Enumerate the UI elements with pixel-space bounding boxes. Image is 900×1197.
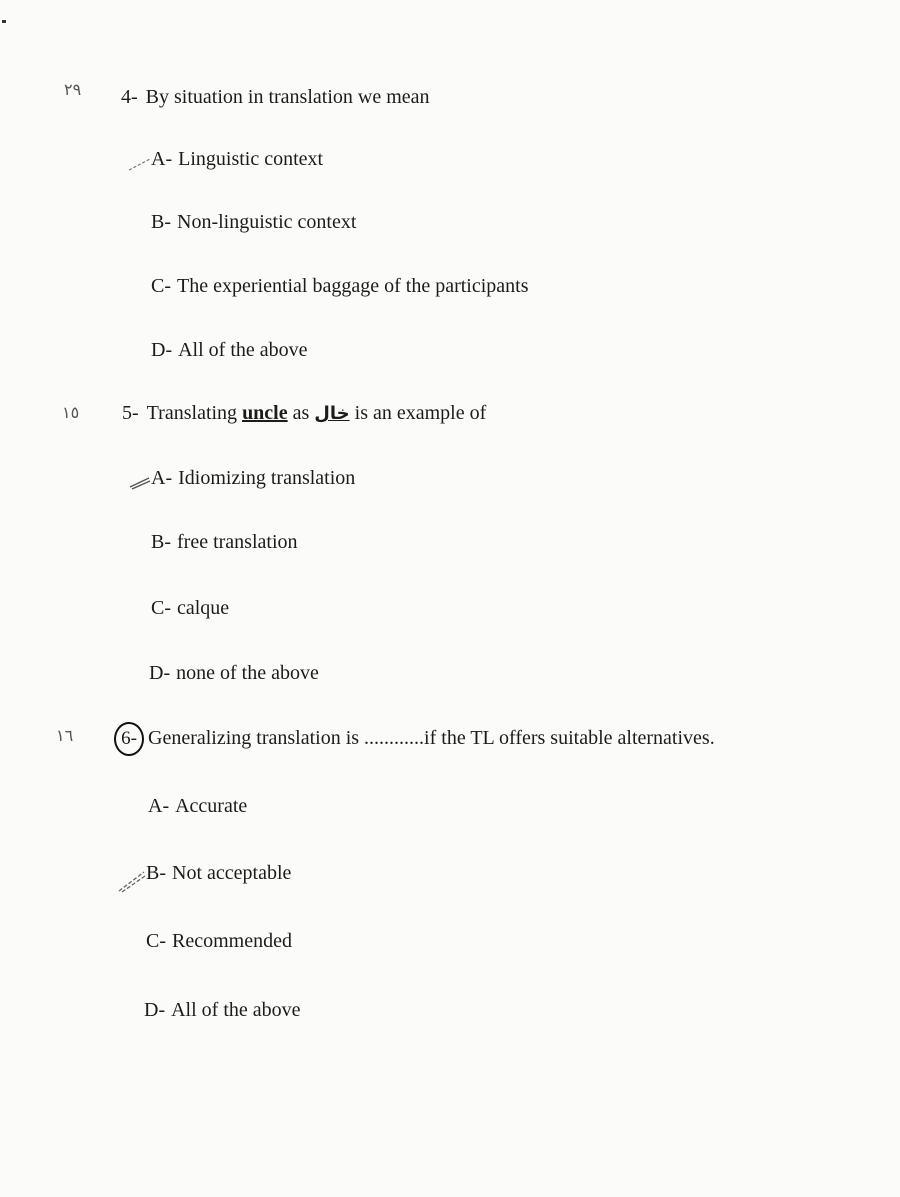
option-5a[interactable]: [151, 466, 355, 490]
option-letter: A-: [151, 148, 173, 170]
pencil-mark-icon: [128, 474, 152, 490]
option-text: Linguistic context: [178, 148, 324, 170]
pencil-mark-icon: [117, 868, 147, 894]
option-6b[interactable]: [146, 861, 291, 885]
option-letter: A-: [148, 795, 170, 817]
option-text: Idiomizing translation: [178, 467, 356, 489]
option-letter: C-: [151, 597, 171, 619]
emphasized-term: uncle: [242, 402, 288, 424]
option-5b[interactable]: [151, 530, 298, 554]
option-6d[interactable]: [144, 998, 301, 1022]
question-text-mid: as: [292, 402, 310, 424]
option-letter: D-: [151, 339, 173, 361]
question-6-stem: [114, 722, 715, 756]
margin-mark-q4: ٢٩: [64, 80, 82, 99]
option-text: calque: [177, 597, 230, 619]
option-4a[interactable]: [151, 147, 323, 171]
option-letter: B-: [146, 862, 166, 884]
option-text: none of the above: [176, 662, 319, 684]
margin-mark-q5: ١٥: [62, 403, 80, 422]
option-text: free translation: [177, 531, 298, 553]
option-letter: D-: [144, 999, 166, 1021]
option-text: Accurate: [175, 795, 248, 817]
question-text-after: is an example of: [354, 402, 487, 424]
option-letter: C-: [151, 275, 171, 297]
option-5c[interactable]: [151, 596, 229, 620]
option-letter: C-: [146, 930, 166, 952]
option-4b[interactable]: [151, 210, 356, 234]
scan-dot: [2, 20, 6, 23]
option-letter: B-: [151, 211, 171, 233]
option-letter: B-: [151, 531, 171, 553]
arabic-term: خال: [314, 403, 350, 424]
question-text: By situation in translation we mean: [145, 86, 430, 108]
option-text: The experiential baggage of the participants: [177, 275, 529, 297]
circled-question-number: 6-: [114, 722, 144, 756]
question-5-stem: [122, 401, 486, 426]
option-text: All of the above: [171, 999, 301, 1021]
option-letter: D-: [149, 662, 171, 684]
question-number: 4-: [121, 86, 138, 108]
option-4d[interactable]: [151, 338, 308, 362]
option-5d[interactable]: [149, 661, 319, 685]
question-text-before: Translating: [146, 402, 238, 424]
option-text: Not acceptable: [172, 862, 292, 884]
margin-mark-q6: ١٦: [56, 726, 74, 745]
question-4-stem: [121, 85, 430, 109]
option-text: Recommended: [172, 930, 292, 952]
pencil-mark-icon: [128, 156, 152, 172]
option-4c[interactable]: [151, 274, 529, 298]
option-text: Non-linguistic context: [177, 211, 357, 233]
question-text: Generalizing translation is ............if the TL offers suitable alternatives.: [148, 727, 715, 749]
option-letter: A-: [151, 467, 173, 489]
option-6c[interactable]: [146, 929, 292, 953]
question-number: 5-: [122, 402, 139, 424]
option-text: All of the above: [178, 339, 308, 361]
option-6a[interactable]: [148, 794, 247, 818]
